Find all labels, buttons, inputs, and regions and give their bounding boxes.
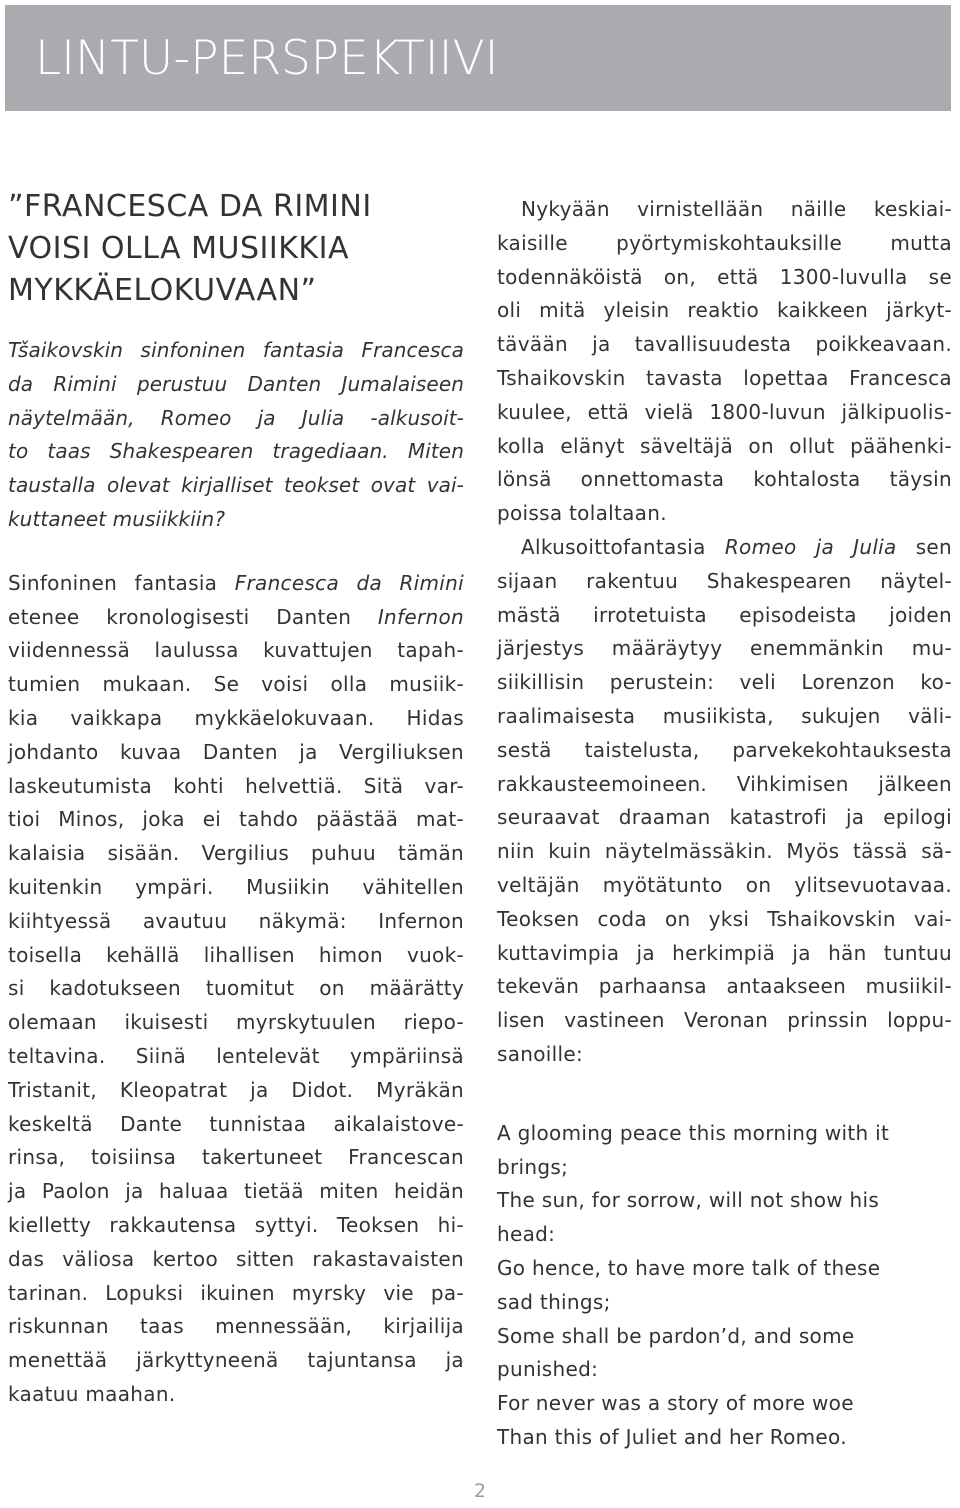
right-body-paragraph-1	[497, 193, 952, 531]
shakespeare-quote	[497, 1117, 952, 1455]
body-line: kia vaikkapa mykkäelokuvaan. Hidas	[8, 705, 464, 730]
quote-line: A glooming peace this morning with it	[497, 1120, 890, 1145]
body-line: olemaan ikuisesti myrskytuulen riepo-	[8, 1010, 464, 1035]
right-body-paragraph-2	[497, 531, 952, 1072]
lead-line: taustalla olevat kirjalliset teokset ovat vai-	[8, 473, 464, 498]
body-line: kuitenkin ympäri. Musiikin vähitellen	[8, 874, 464, 899]
headline-line: MYKKÄELOKUVAAN”	[8, 273, 317, 308]
body-line: laskeutumista kohti helvettiä. Sitä var-	[8, 773, 464, 798]
body-line: veltäjän myötätunto on ylitsevuotavaa.	[497, 872, 952, 897]
body-line: lönsä onnettomasta kohtalosta täysin	[497, 467, 952, 492]
body-line: Nykyään virnistellään näille keskiai-	[521, 197, 952, 221]
body-line	[8, 567, 464, 601]
body-line: kuulee, että vielä 1800-luvun jälkipuolis-	[497, 399, 952, 424]
lead-line: näytelmään, Romeo ja Julia -alkusoit-	[8, 405, 464, 430]
lead-line: Tšaikovskin sinfoninen fantasia Francesca	[8, 338, 464, 362]
body-line: mästä irrotetuista episodeista joiden	[497, 602, 952, 627]
body-line: kalaisia sisään. Vergilius puhuu tämän	[8, 841, 464, 866]
body-line: ja Paolon ja haluaa tietää miten heidän	[8, 1179, 464, 1204]
body-line: si kadotukseen tuomitut on määrätty	[8, 976, 464, 1001]
body-line: Tristanit, Kleopatrat ja Didot. Myräkän	[8, 1077, 464, 1102]
quote-line: Some shall be pardon’d, and some	[497, 1323, 855, 1348]
lead-line: da Rimini perustuu Danten Jumalaiseen	[8, 371, 464, 396]
body-line: poissa tolaltaan.	[497, 501, 667, 526]
body-line: tekevän parhaansa antaakseen musiikil-	[497, 974, 952, 999]
body-line: järjestys määräytyy enemmänkin mu-	[497, 636, 952, 661]
body-line: das väliosa kertoo sitten rakastavaisten	[8, 1246, 464, 1271]
quote-line: Go hence, to have more talk of these	[497, 1255, 881, 1280]
body-line: kiihtyessä avautuu näkymä: Infernon	[8, 908, 464, 933]
body-line: toisella kehällä lihallisen himon vuok-	[8, 942, 464, 967]
body-line: teltavina. Siinä lentelevät ympäriinsä	[8, 1043, 464, 1068]
headline-line: VOISI OLLA MUSIIKKIA	[8, 231, 349, 266]
quote-line: The sun, for sorrow, will not show his	[497, 1188, 880, 1213]
body-line: kielletty rakkautensa syttyi. Teoksen hi-	[8, 1212, 464, 1237]
body-line: rinsa, toisiinsa takertuneet Francescan	[8, 1145, 464, 1170]
body-line: riskunnan taas mennessään, kirjailija	[8, 1314, 464, 1339]
body-line: Tshaikovskin tavasta lopettaa Francesca	[497, 365, 952, 390]
body-line: kolla elänyt säveltäjä on ollut päähenki-	[497, 433, 952, 458]
body-line: kaatuu maahan.	[8, 1381, 176, 1406]
body-line: kaisille pyörtymiskohtauksille mutta	[497, 230, 952, 255]
lead-line: to taas Shakespearen tragediaan. Miten	[8, 439, 464, 464]
body-line: siikillisin perustein: veli Lorenzon ko-	[497, 670, 952, 695]
body-text-run: etenee kronologisesti Danten	[8, 604, 378, 629]
quote-line: For never was a story of more woe	[497, 1391, 854, 1416]
body-line: niin kuin näytelmässäkin. Myös tässä sä-	[497, 839, 952, 864]
quote-line: sad things;	[497, 1289, 611, 1314]
body-line: kuttavimpia ja herkimpiä ja hän tuntuu	[497, 940, 952, 965]
headline-line: ”FRANCESCA DA RIMINI	[8, 189, 372, 224]
body-line: sijaan rakentuu Shakespearen näytel-	[497, 568, 952, 593]
body-line: tarinan. Lopuksi ikuinen myrsky vie pa-	[8, 1280, 464, 1305]
quote-line: Than this of Juliet and her Romeo.	[497, 1424, 847, 1449]
body-line: oli mitä yleisin reaktio kaikkeen järkyt-	[497, 298, 952, 323]
work-title: Francesca da Rimini	[234, 570, 464, 595]
quote-line: brings;	[497, 1154, 569, 1179]
left-column	[8, 186, 464, 1412]
body-line: tävään ja tavallisuudesta poikkeavaan.	[497, 332, 952, 357]
body-line: tioi Minos, joka ei tahdo päästää mat-	[8, 807, 464, 832]
body-line	[8, 601, 464, 635]
left-body-text	[8, 567, 464, 1412]
body-text-run: sen	[896, 534, 953, 559]
quote-line: punished:	[497, 1357, 599, 1382]
quote-line: head:	[497, 1222, 556, 1247]
body-line: sestä taistelusta, parvekekohtauksesta	[497, 737, 952, 762]
body-line: tumien mukaan. Se voisi olla musiik-	[8, 672, 464, 697]
body-line: sanoille:	[497, 1041, 584, 1066]
body-line: seuraavat draaman katastrofi ja epilogi	[497, 805, 952, 830]
body-line: lisen vastineen Veronan prinssin loppu-	[497, 1008, 952, 1033]
body-text-run: Alkusoittofantasia	[521, 534, 725, 559]
body-line: raalimaisesta musiikista, sukujen väli-	[497, 703, 952, 728]
work-title: Romeo ja Julia	[724, 534, 897, 559]
section-title: LINTU-PERSPEKTIIVI	[35, 31, 499, 86]
lead-line: kuttaneet musiikkiin?	[8, 506, 226, 531]
right-column	[497, 193, 952, 1455]
body-line: menettää järkyttyneenä tajuntansa ja	[8, 1348, 464, 1373]
body-line: rakkausteemoineen. Vihkimisen jälkeen	[497, 771, 952, 796]
body-line	[497, 531, 952, 565]
header-banner	[5, 5, 951, 111]
body-line: keskeltä Dante tunnistaa aikalaistove-	[8, 1111, 464, 1136]
body-text-run: Sinfoninen fantasia	[8, 570, 235, 595]
article-lead	[8, 334, 464, 537]
work-title: Infernon	[377, 604, 464, 629]
body-line: viidennessä laulussa kuvattujen tapah-	[8, 638, 464, 663]
body-line: Teoksen coda on yksi Tshaikovskin vai-	[497, 906, 952, 931]
page-number: 2	[473, 1480, 487, 1502]
body-line: johdanto kuvaa Danten ja Vergiliuksen	[8, 739, 464, 764]
article-headline	[8, 186, 464, 312]
body-line: todennäköistä on, että 1300-luvulla se	[497, 264, 952, 289]
